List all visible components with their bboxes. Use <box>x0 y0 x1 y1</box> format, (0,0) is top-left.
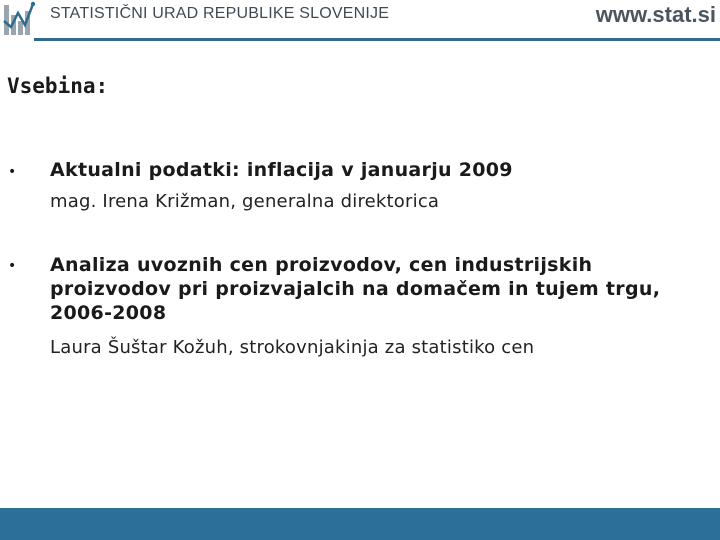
organization-name: STATISTIČNI URAD REPUBLIKE SLOVENIJE <box>50 5 390 22</box>
page-header <box>0 0 720 42</box>
sors-bar-chart-logo-icon <box>3 1 43 37</box>
content-item-author: mag. Irena Križman, generalna direktorica <box>50 191 440 212</box>
content-item-title: Aktualni podatki: inflacija v januarju 2009 <box>50 159 513 181</box>
header-divider <box>34 38 720 41</box>
website-url[interactable]: www.stat.si <box>595 2 716 27</box>
page-title: Vsebina: <box>7 74 109 98</box>
bullet-icon: • <box>8 258 17 274</box>
content-item-title: Analiza uvoznih cen proizvodov, cen industrijskih proizvodov pri proizvajalcih na domačem in tujem trgu, 2006-2008 <box>50 254 661 324</box>
content-item-author: Laura Šuštar Kožuh, strokovnjakinja za statistiko cen <box>50 337 535 358</box>
footer-bar <box>0 508 720 540</box>
bullet-icon: • <box>8 164 17 180</box>
